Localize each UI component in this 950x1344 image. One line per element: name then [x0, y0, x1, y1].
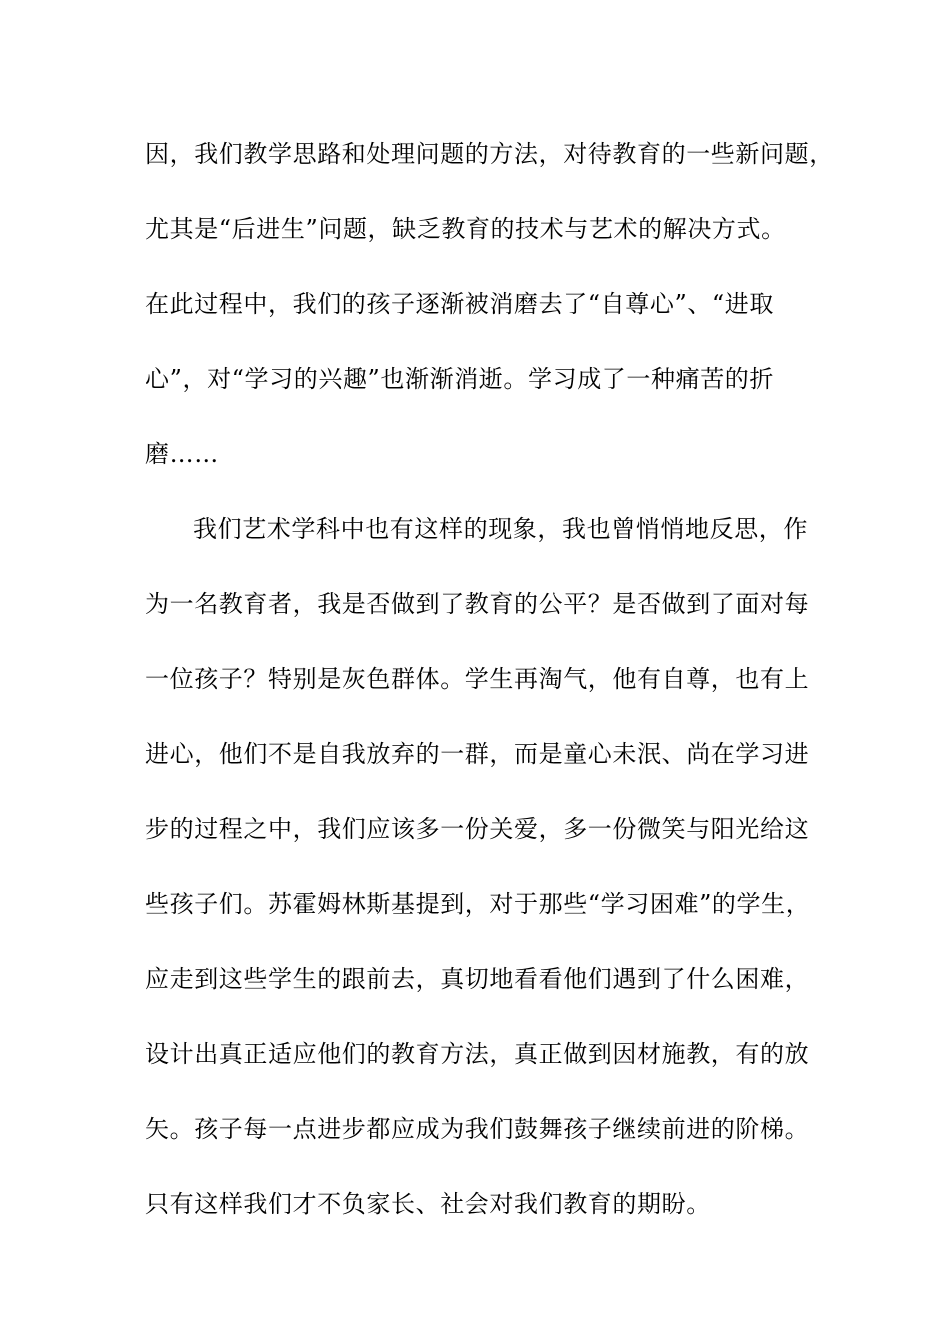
text-line: 只有这样我们才不负家长、社会对我们教育的期盼。 — [145, 1190, 711, 1218]
text-line: 磨…… — [145, 440, 219, 468]
text-line: 设计出真正适应他们的教育方法，真正做到因材施教，有的放 — [145, 1040, 810, 1068]
text-line: 步的过程之中，我们应该多一份关爱，多一份微笑与阳光给这 — [145, 815, 810, 843]
text-line: 应走到这些学生的跟前去，真切地看看他们遇到了什么困难， — [145, 965, 810, 993]
text-line: 为一名教育者，我是否做到了教育的公平？是否做到了面对每 — [145, 590, 810, 618]
text-line: 矢。孩子每一点进步都应成为我们鼓舞孩子继续前进的阶梯。 — [145, 1115, 810, 1143]
text-line: 在此过程中，我们的孩子逐渐被消磨去了“自尊心”、“进取 — [145, 290, 775, 318]
text-line: 一位孩子？特别是灰色群体。学生再淘气，他有自尊，也有上 — [145, 665, 810, 693]
text-line: 因，我们教学思路和处理问题的方法，对待教育的一些新问题， — [145, 140, 834, 168]
paragraph-first-line: 我们艺术学科中也有这样的现象，我也曾悄悄地反思，作 — [193, 515, 808, 543]
text-line: 进心，他们不是自我放弃的一群，而是童心未泯、尚在学习进 — [145, 740, 810, 768]
text-line: 尤其是“后进生”问题，缺乏教育的技术与艺术的解决方式。 — [145, 215, 786, 243]
text-line: 些孩子们。苏霍姆林斯基提到，对于那些“学习困难”的学生， — [145, 890, 811, 918]
text-line: 心”，对“学习的兴趣”也渐渐消逝。学习成了一种痛苦的折 — [145, 365, 775, 393]
